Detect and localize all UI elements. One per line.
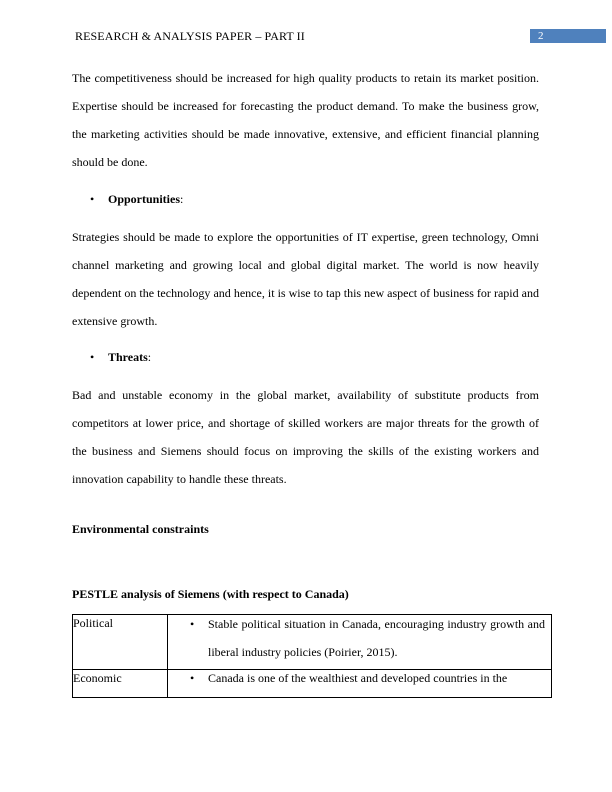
table-row bbox=[73, 670, 552, 698]
page-number-badge bbox=[530, 29, 606, 43]
opportunities-paragraph: Strategies should be made to explore the opportunities of IT expertise, green technology, Omni channel marketing and growing local and global digital market. The world is now heavily dependent on the technology and hence, it is wise to tap this new aspect of business for rapid and extensive growth. bbox=[72, 230, 539, 328]
label-colon: : bbox=[180, 192, 184, 206]
page-number: 2 bbox=[538, 30, 544, 42]
factor-cell: Political bbox=[73, 615, 168, 670]
threats-paragraph: Bad and unstable economy in the global market, availability of substitute products from competitors at lower price, and shortage of skilled workers are major threats for the growth of the business and Siemens should focus on improving the skills of the existing workers and innovation capability to handle these threats. bbox=[72, 388, 539, 486]
bullet-symbol: • bbox=[90, 192, 95, 206]
detail-text: Canada is one of the wealthiest and developed countries in the bbox=[208, 671, 508, 685]
running-header-title: RESEARCH & ANALYSIS PAPER – PART II bbox=[75, 29, 305, 43]
detail-cell bbox=[168, 670, 552, 698]
label-colon: : bbox=[147, 350, 152, 364]
threats-bullet bbox=[90, 349, 151, 365]
factor-cell: Economic bbox=[73, 670, 168, 698]
bullet-symbol: • bbox=[90, 350, 95, 364]
opportunities-label: Opportunities bbox=[108, 192, 181, 206]
bullet-symbol: • bbox=[190, 617, 195, 631]
pestle-table bbox=[72, 614, 552, 698]
detail-bullet-item bbox=[168, 664, 551, 692]
table-row bbox=[73, 615, 552, 670]
threats-label: Threats bbox=[108, 350, 148, 364]
detail-text: Stable political situation in Canada, encouraging industry growth and liberal industry policies (Poirier, 2015). bbox=[208, 617, 545, 659]
detail-cell bbox=[168, 615, 552, 670]
environmental-constraints-heading: Environmental constraints bbox=[72, 522, 209, 536]
pestle-heading: PESTLE analysis of Siemens (with respect to Canada) bbox=[72, 587, 349, 601]
opportunities-bullet bbox=[90, 191, 183, 207]
bullet-symbol: • bbox=[190, 671, 195, 685]
intro-paragraph: The competitiveness should be increased for high quality products to retain its market position. Expertise should be increased for forecasting the product demand. To make the business grow, the marketing activities should be made innovative, extensive, and efficient financial planning should be done. bbox=[72, 71, 539, 169]
detail-bullet-item bbox=[168, 610, 551, 666]
